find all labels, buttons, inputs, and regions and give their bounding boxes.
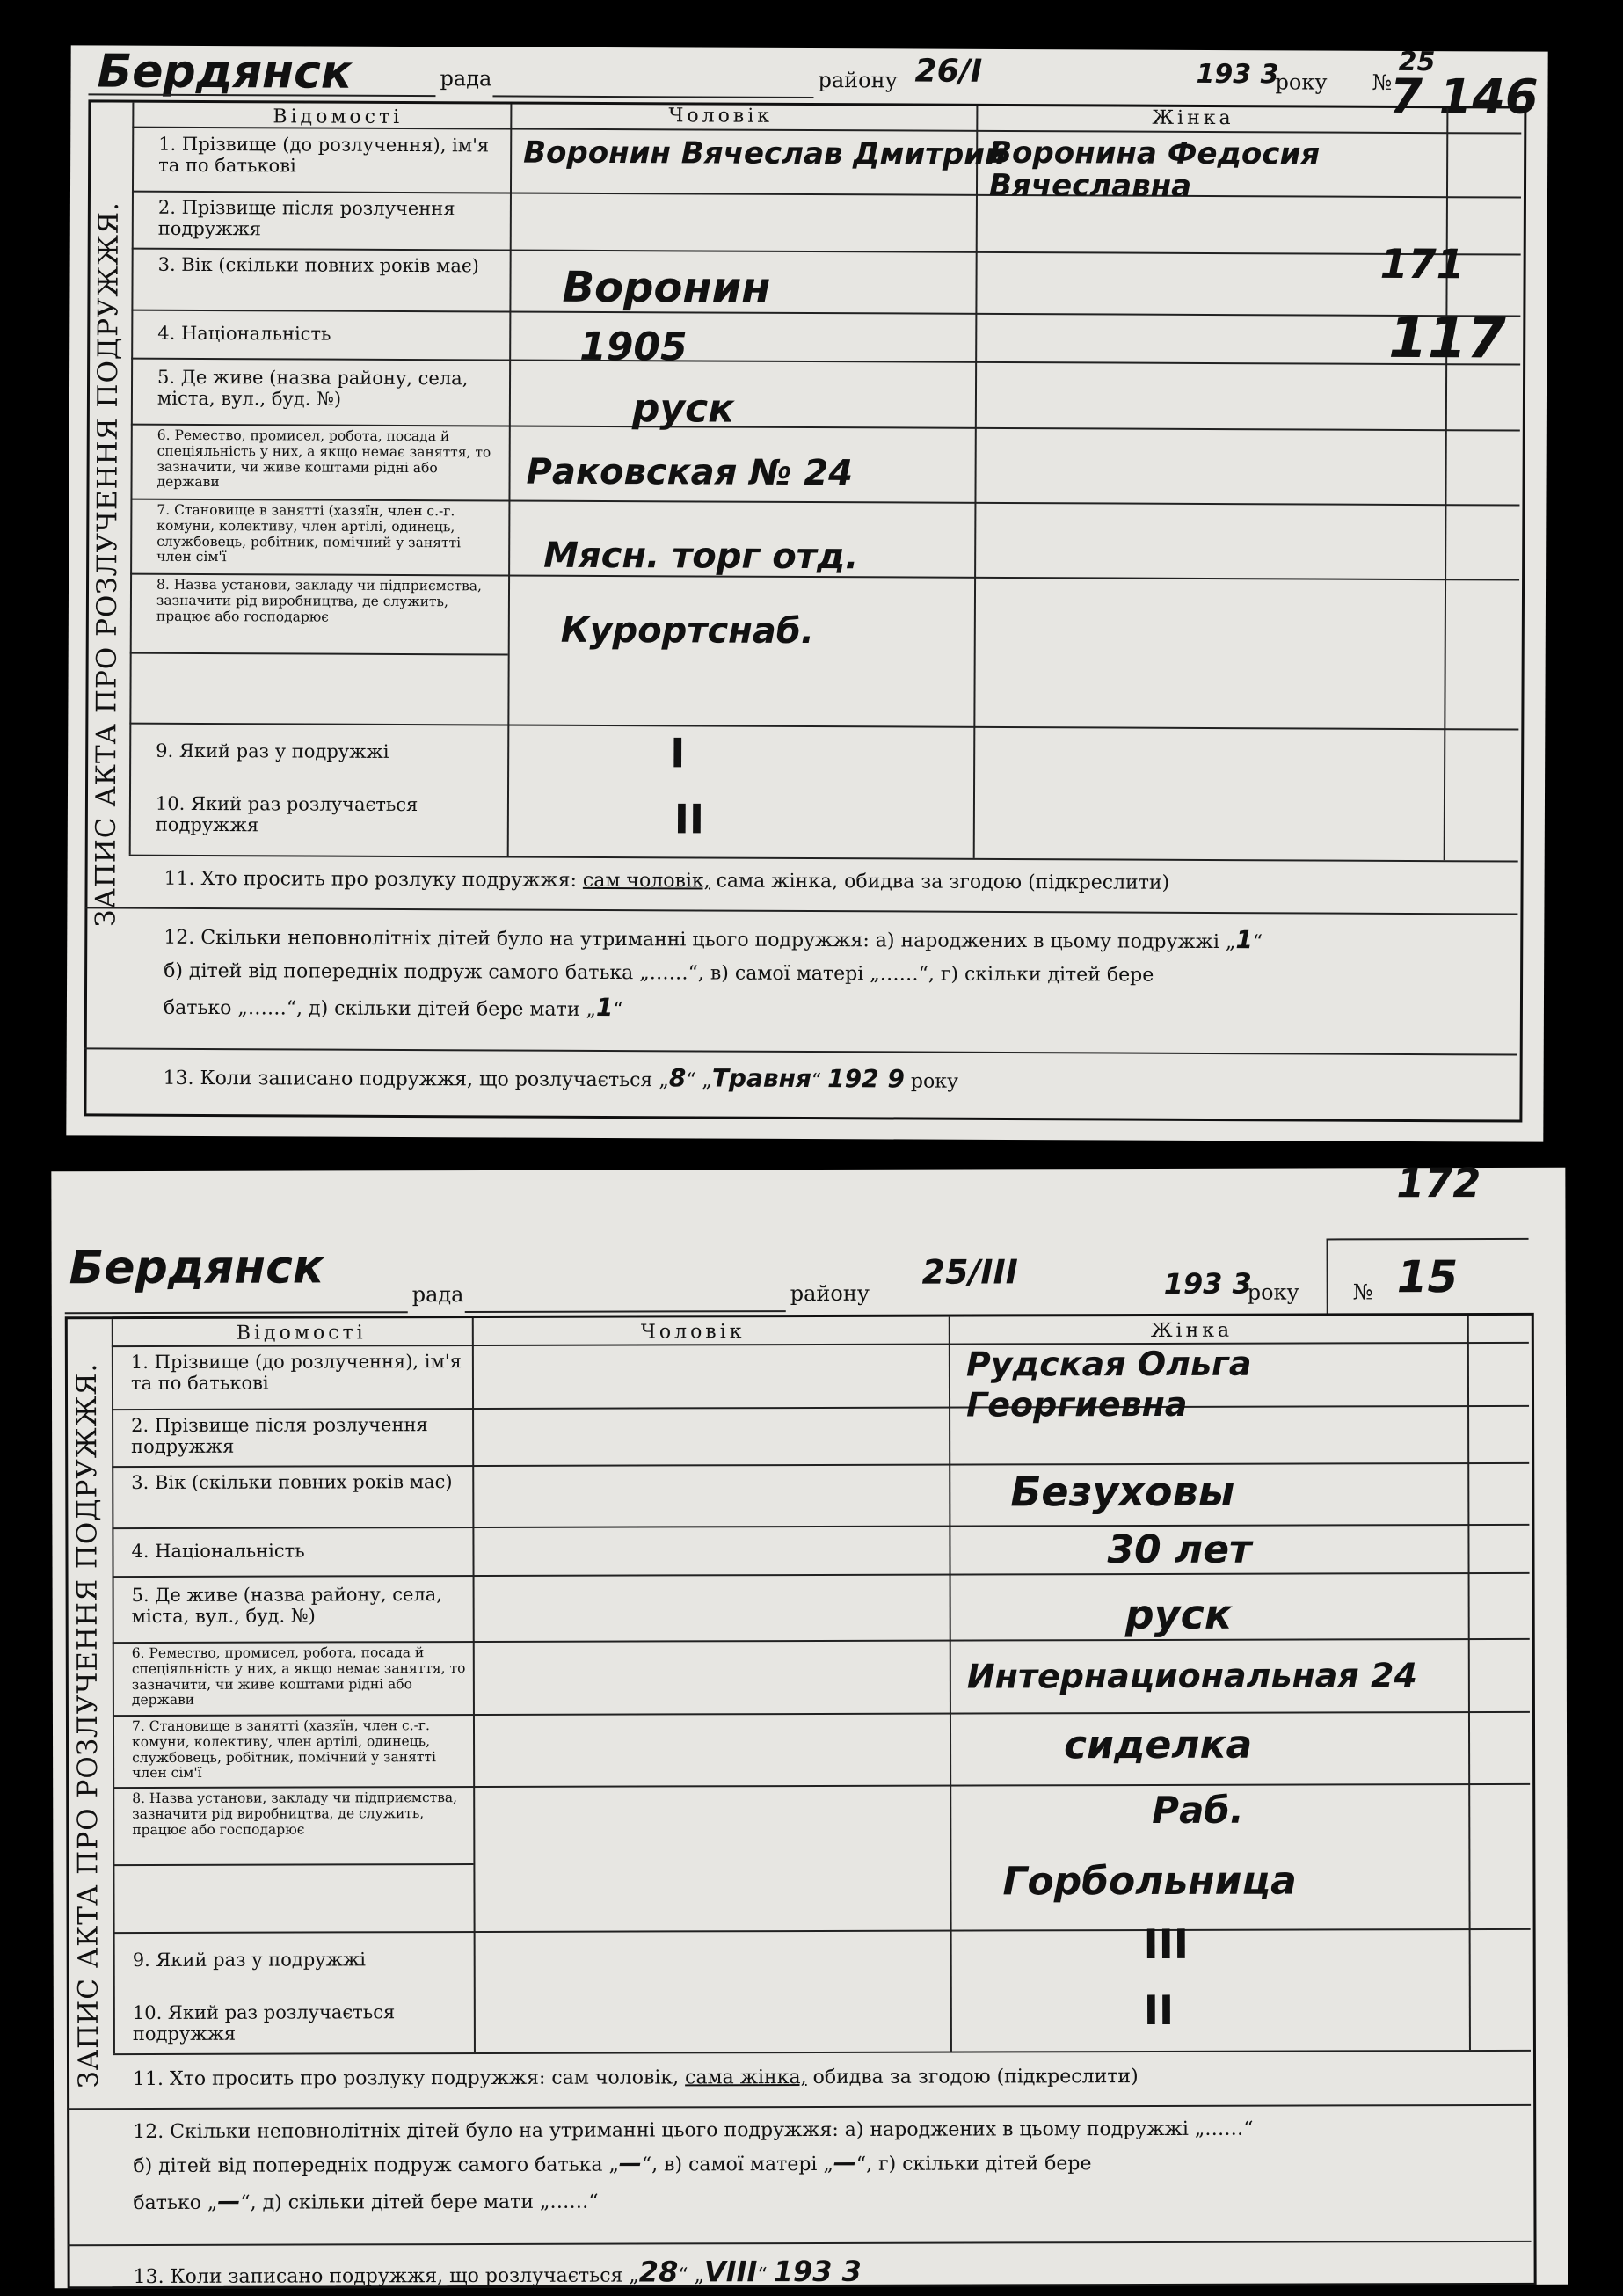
wife-name-bottom: Рудская Ольга Георгиевна (965, 1344, 1252, 1425)
row-label-10: 10. Який раз розлучається подружжя (155, 792, 418, 836)
side-title: ЗАПИС АКТА ПРО РОЗЛУЧЕННЯ ПОДРУЖЖЯ. (90, 200, 125, 928)
q13-recorded: 13. Коли записано подружжя, що розлучається „8“ „Травня“ 192 9 року (163, 1063, 958, 1094)
q12-father-takes-label-bottom: батько „ (133, 2191, 218, 2214)
rada-label-bottom: рада (411, 1282, 464, 1308)
husband-address: Раковская № 24 (526, 451, 854, 494)
wife-address-bottom: Интернациональная 24 (966, 1656, 1417, 1696)
vidomosti-header-bottom: Відомості (236, 1322, 367, 1345)
row-label-4-bottom: 4. Національність (131, 1540, 305, 1563)
q12-mother-takes-label: “, д) скільки дітей бере мати „ (286, 997, 596, 1021)
rayon-label: району (818, 68, 898, 93)
q12-takes-label: “, г) скільки дітей бере (918, 963, 1154, 987)
q12-mother-label-bottom: “, в) самої матері „ (641, 2154, 833, 2176)
rayon-label-bottom: району (790, 1280, 870, 1307)
husband-age: 1905 (579, 324, 688, 370)
row-label-3: 3. Вік (скільки повних років має) (157, 253, 479, 277)
q11-option-husband-bottom: сам чоловік, (551, 2066, 680, 2089)
q11-who-asks-bottom (133, 2060, 1513, 2095)
row-label-10-bottom: 10. Який раз розлучається подружжя (132, 2001, 396, 2045)
wife-name: Воронина Федосия Вячеславна (988, 135, 1321, 205)
q13-month: Травня (711, 1063, 812, 1094)
row-label-3-bottom: 3. Вік (скільки повних років має) (131, 1471, 453, 1494)
roku-label: року (1275, 69, 1328, 95)
husband-name: Воронин Вячеслав Дмитрий (523, 135, 1006, 172)
side-title-bottom: ЗАПИС АКТА ПРО РОЗЛУЧЕННЯ ПОДРУЖЖЯ. (70, 1362, 106, 2088)
wife-status-bottom: Раб. (1152, 1788, 1244, 1832)
q11-who-asks (164, 864, 1501, 900)
q11-suffix: обидва за згодою (підкреслити) (844, 871, 1170, 894)
record-number: 25 (1398, 46, 1436, 78)
q12-children: 12. Скільки неповнолітніх дітей було на утриманні цього подружжя: а) народжених в цьому подружжі „1“ б) дітей від попередніх подруж самого батька „……“, в) самої матері „……“, г) скільки дітей бере батько „……“, д) скільки дітей бере мати „1“ (163, 925, 1263, 1023)
row-label-9: 9. Який раз у подружжі (156, 740, 389, 762)
q12-line1: 12. Скільки неповнолітніх дітей було на утриманні цього подружжя: а) народжених в цьому подружжі „ (164, 926, 1236, 954)
number-label: № (1372, 69, 1393, 95)
row-label-8: 8. Назва установи, закладу чи підприємства, зазначити рід виробництва, де служить, працює або господарює (156, 576, 482, 625)
row-label-4: 4. Національність (157, 322, 331, 345)
q13-recorded-bottom: 13. Коли записано подружжя, що розлучається „28“ „VIII“ 193 3 (133, 2254, 862, 2289)
q11-option-wife-bottom: сама жінка, (685, 2066, 807, 2089)
husband-status: Курортснаб. (560, 609, 815, 652)
wife-workplace-bottom: Горбольница (1002, 1858, 1297, 1905)
q12-mother-value-bottom: — (833, 2150, 856, 2177)
q12-mother-value: 1 (595, 992, 614, 1023)
husband-header-bottom: Чоловік (640, 1321, 746, 1344)
wife-extra-number-2: 117 (1388, 305, 1507, 372)
row-label-9-bottom: 9. Який раз у подружжі (132, 1949, 367, 1972)
q13-year-bottom: 193 3 (773, 2254, 862, 2289)
wife-header: Жінка (1152, 106, 1234, 130)
q11-suffix-bottom: обидва за згодою (підкреслити) (812, 2066, 1139, 2088)
q12-born-value: 1 (1235, 925, 1253, 955)
husband-surname-after: Воронин (562, 262, 771, 313)
q11-option-wife: сама жінка, (716, 870, 839, 893)
q13-prefix: 13. Коли записано подружжя, що розлучається (163, 1067, 653, 1092)
row-label-1-bottom: 1. Прізвище (до розлучення), ім'я та по батькові (130, 1351, 462, 1395)
q12-father-takes-label: батько „ (163, 996, 248, 1020)
q12-mother-label: “, в) самої матері „ (688, 962, 880, 986)
date-handwritten-bottom: 25/III (921, 1252, 1018, 1292)
q12-line1-bottom: 12. Скільки неповнолітніх дітей було на утриманні цього подружжя: а) народжених в цьому подружжі „ (133, 2117, 1205, 2144)
row-label-1: 1. Прізвище (до розлучення), ім'я та по батькові (158, 133, 490, 177)
year-handwritten-bottom: 193 3 (1163, 1266, 1252, 1301)
wife-nationality-bottom: руск (1124, 1590, 1233, 1639)
row-label-2-bottom: 2. Прізвище після розлучення подружжя (131, 1414, 428, 1458)
husband-occupation: Мясн. торг отд. (543, 535, 859, 578)
row-label-5-bottom: 5. Де живе (назва району, села, міста, вул., буд. №) (131, 1584, 442, 1628)
wife-times-married-bottom: III (1143, 1920, 1190, 1969)
q12-father-value-bottom: — (618, 2150, 642, 2177)
year-handwritten: 193 3 (1196, 58, 1279, 91)
q13-month-bottom: VIII (703, 2255, 758, 2289)
q11-option-husband: сам чоловік, (582, 869, 710, 893)
row-label-7-bottom: 7. Становище в занятті (хазяїн, член с.-г. комуни, колективу, член артілі, одинець, службовець, робітник, помічний у занятті член сім'ї (131, 1717, 436, 1782)
wife-extra-number: 171 (1379, 239, 1465, 288)
husband-times-married: I (670, 729, 686, 777)
row-label-6: 6. Ремество, промисел, робота, посада й спеціяльність у них, а якщо немає заняття, то зазначити, чи живе коштами рідні або держави (156, 426, 491, 491)
q12-children-bottom: 12. Скільки неповнолітніх дітей було на утриманні цього подружжя: а) народжених в цьому подружжі „……“ б) дітей від попередніх подруж самого батька „—“, в) самої матері „—“, г) скільки дітей бере батько „—“, д) скільки дітей бере мати „……“ (133, 2117, 1254, 2215)
q12-father-label-bottom: б) дітей від попередніх подруж самого батька „ (133, 2154, 619, 2178)
wife-occupation-bottom: сиделка (1063, 1722, 1253, 1768)
q12-father-label: б) дітей від попередніх подруж самого батька „ (164, 959, 650, 985)
q13-prefix-bottom: 13. Коли записано подружжя, що розлучається (133, 2264, 623, 2289)
wife-times-divorced-bottom: II (1143, 1986, 1175, 2035)
top-record-card (66, 45, 1547, 1141)
rada-label: рада (440, 66, 492, 91)
q12-father-takes-value-bottom: — (217, 2188, 241, 2215)
wife-header-bottom: Жінка (1150, 1319, 1234, 1342)
wife-age-bottom: 30 лет (1107, 1527, 1252, 1573)
rada-handwritten: Бердянск (97, 45, 353, 99)
row-label-7: 7. Становище в занятті (хазяїн, член с.-г. комуни, колективу, член артілі, одинець, службовець, робітник, помічний у занятті член сім'ї (156, 501, 462, 565)
q13-roku: року (910, 1070, 958, 1093)
q13-year: 192 9 (827, 1064, 905, 1094)
record-number-bottom: 15 (1396, 1251, 1459, 1303)
q12-mother-takes-label-bottom: “, д) скільки дітей бере мати „ (240, 2190, 550, 2214)
husband-nationality: руск (631, 386, 735, 432)
husband-header: Чоловік (668, 105, 774, 128)
corner-number: 7 146 (1389, 68, 1539, 125)
row-label-8-bottom: 8. Назва установи, закладу чи підприємства, зазначити рід виробництва, де служить, працює або господарює (132, 1789, 458, 1838)
row-label-5: 5. Де живе (назва району, села, міста, вул., буд. №) (156, 366, 469, 410)
wife-surname-after-bottom: Безуховы (1010, 1467, 1235, 1516)
number-label-bottom: № (1352, 1279, 1373, 1305)
vidomosti-header: Відомості (273, 106, 404, 128)
row-label-2: 2. Прізвище після розлучення подружжя (157, 196, 455, 240)
q13-day: 8 (668, 1063, 687, 1093)
corner-number-bottom: 172 (1396, 1158, 1481, 1207)
row-label-6-bottom: 6. Ремество, промисел, робота, посада й спеціяльність у них, а якщо немає заняття, то зазначити, чи живе коштами рідні або держави (131, 1644, 466, 1709)
husband-times-divorced: II (673, 795, 705, 843)
q12-takes-label-bottom: “, г) скільки дітей бере (855, 2153, 1092, 2176)
q11-prefix-bottom: 11. Хто просить про розлуку подружжя: (133, 2066, 546, 2091)
date-handwritten: 26/I (914, 53, 983, 90)
bottom-record-card (51, 1158, 1568, 2289)
rada-handwritten-bottom: Бердянск (69, 1241, 324, 1295)
q13-day-bottom: 28 (638, 2255, 679, 2289)
q11-prefix: 11. Хто просить про розлуку подружжя: (164, 867, 577, 892)
roku-label-bottom: року (1247, 1279, 1299, 1305)
